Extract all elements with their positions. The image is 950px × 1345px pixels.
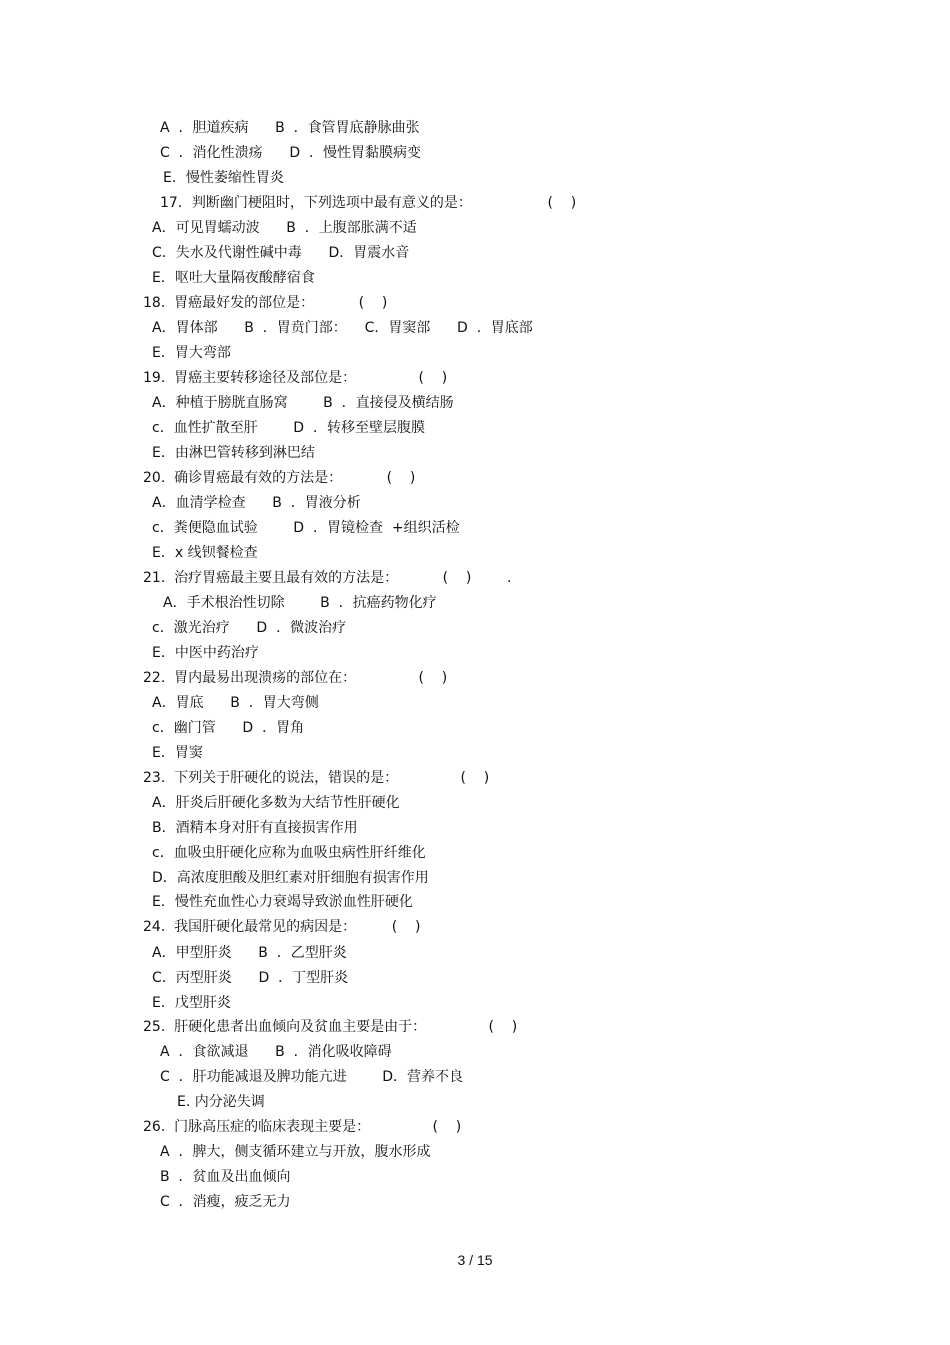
option-line: c．激光治疗 D ．微波治疗 — [152, 620, 347, 636]
option-line: E．呕吐大量隔夜酸酵宿食 — [152, 270, 315, 286]
option-line: B．酒精本身对肝有直接损害作用 — [152, 820, 358, 836]
option-line: A．甲型肝炎 B ．乙型肝炎 — [152, 945, 347, 961]
option-line: C ．消瘦，疲乏无力 — [160, 1194, 291, 1210]
question-line: 26. 门脉高压症的临床表现主要是： ( ) — [143, 1119, 462, 1135]
question-line: 19. 胃癌主要转移途径及部位是： ( ) — [143, 370, 448, 386]
option-line: E．中医中药治疗 — [152, 645, 259, 661]
option-line: c．粪便隐血试验 D ．胃镜检查 +组织活检 — [152, 520, 460, 536]
option-line: E．胃窦 — [152, 745, 203, 761]
question-line: 23. 下列关于肝硬化的说法，错误的是： ( ) — [143, 770, 490, 786]
option-line: A．手术根治性切除 B ．抗癌药物化疗 — [163, 595, 437, 611]
option-line: A．肝炎后肝硬化多数为大结节性肝硬化 — [152, 795, 400, 811]
option-line: A．种植于膀胱直肠窝 B ．直接侵及横结肠 — [152, 395, 454, 411]
question-line: 25. 肝硬化患者出血倾向及贫血主要是由于： ( ) — [143, 1019, 518, 1035]
option-line: E．戊型肝炎 — [152, 995, 231, 1011]
question-line: 24. 我国肝硬化最常见的病因是： ( ) — [143, 919, 421, 935]
option-line: c．幽门管 D ．胃角 — [152, 720, 305, 736]
page-number: 3 / 15 — [457, 1252, 493, 1268]
option-line: E．由淋巴管转移到淋巴结 — [152, 445, 315, 461]
option-line: D．高浓度胆酸及胆红素对肝细胞有损害作用 — [152, 870, 429, 886]
option-line: E．x 线钡餐检查 — [152, 545, 258, 561]
option-line: c．血吸虫肝硬化应称为血吸虫病性肝纤维化 — [152, 845, 426, 861]
option-line: A．胃底 B ．胃大弯侧 — [152, 695, 319, 711]
option-line: C ．肝功能减退及脾功能亢进 D．营养不良 — [160, 1069, 464, 1085]
question-line: 21. 治疗胃癌最主要且最有效的方法是： ( ) . — [143, 570, 512, 586]
option-line: E. 内分泌失调 — [177, 1094, 265, 1110]
option-line: C．丙型肝炎 D ．丁型肝炎 — [152, 970, 349, 986]
option-line: E．胃大弯部 — [152, 345, 231, 361]
option-line: A．胃体部 B ．胃贲门部： C．胃窦部 D ．胃底部 — [152, 320, 533, 336]
option-line: A ．胆道疾病 B ．食管胃底静脉曲张 — [160, 120, 420, 136]
option-line: B ．贫血及出血倾向 — [160, 1169, 291, 1185]
question-line: 17．判断幽门梗阻时，下列选项中最有意义的是： ( ) — [160, 195, 577, 211]
option-line: A ．食欲减退 B ．消化吸收障碍 — [160, 1044, 392, 1060]
option-line: C．失水及代谢性碱中毒 D．胃震水音 — [152, 245, 410, 261]
option-line: A ．脾大，侧支循环建立与开放，腹水形成 — [160, 1144, 431, 1160]
question-line: 22. 胃内最易出现溃疡的部位在： ( ) — [143, 670, 448, 686]
option-line: A．血清学检查 B ．胃液分析 — [152, 495, 361, 511]
question-line: 20. 确诊胃癌最有效的方法是： ( ) — [143, 470, 416, 486]
question-line: 18. 胃癌最好发的部位是： ( ) — [143, 295, 388, 311]
option-line: E．慢性萎缩性胃炎 — [163, 170, 284, 186]
option-line: E．慢性充血性心力衰竭导致淤血性肝硬化 — [152, 894, 413, 910]
option-line: c．血性扩散至肝 D ．转移至壁层腹膜 — [152, 420, 425, 436]
option-line: C ．消化性溃疡 D ．慢性胃黏膜病变 — [160, 145, 422, 161]
option-line: A．可见胃蠕动波 B ．上腹部胀满不适 — [152, 220, 417, 236]
